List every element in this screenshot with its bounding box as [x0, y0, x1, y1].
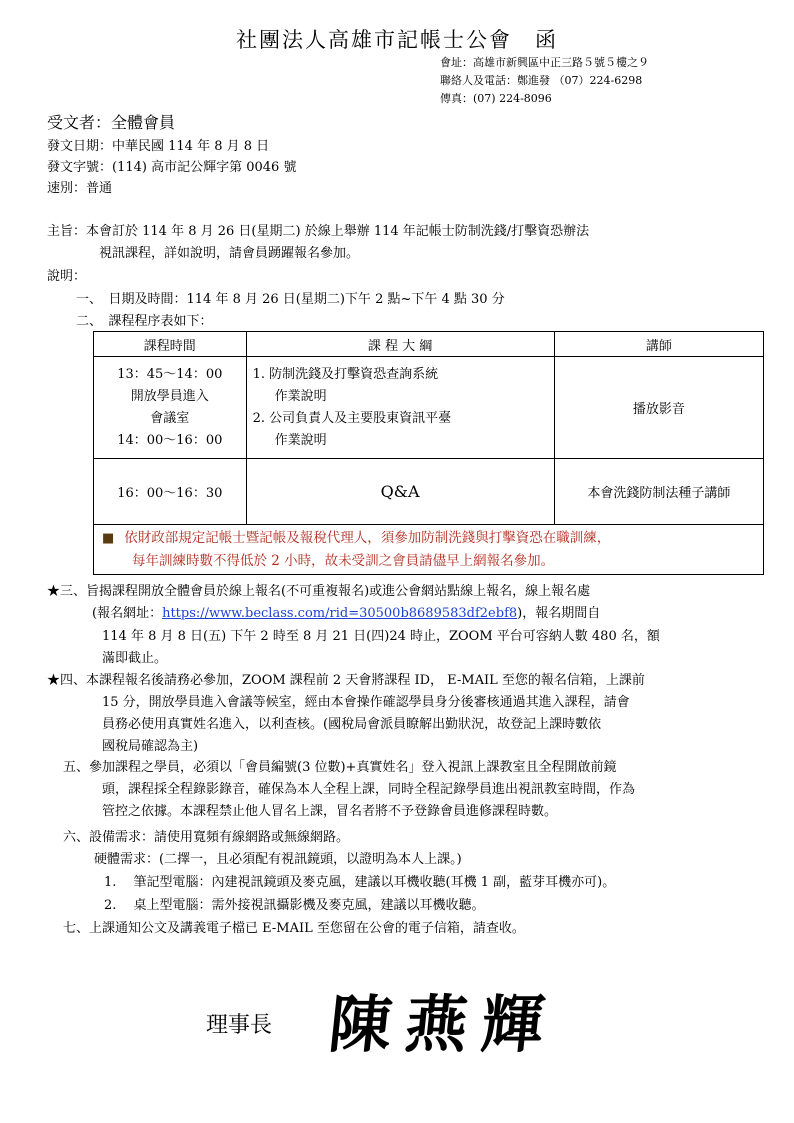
- training-notice: [94, 525, 764, 575]
- document-number: 發文字號：(114) 高市記公輝字第 0046 號: [47, 160, 297, 175]
- fax-number: 傳真：(07) 224-8096: [440, 92, 552, 105]
- chairman-signature: 陳燕輝: [325, 988, 562, 1061]
- header-time: 課程時間: [94, 332, 247, 357]
- item6-line-2: 硬體需求：(二擇一，且必須配有視訊鏡頭，以證明為本人上課。): [94, 852, 462, 867]
- delivery-speed: 速別：普通: [47, 181, 113, 196]
- subject-line-1: 主旨：本會訂於 114 年 8 月 26 日(星期二) 於線上舉辦 114 年記帳士防制洗錢/打擊資恐辦法: [47, 224, 590, 239]
- letter-title: 社團法人高雄市記帳士公會 函: [236, 28, 558, 52]
- recipient: 受文者：全體會員: [47, 113, 176, 132]
- row2-speaker: 本會洗錢防制法種子講師: [554, 459, 763, 525]
- item3-line-1: ★三、旨揭課程開放全體會員於線上報名(不可重複報名)或進公會網站點線上報名，線上報名處: [47, 584, 591, 599]
- table-row: [94, 459, 764, 525]
- outline-item-1-cont: 作業說明: [274, 388, 327, 404]
- item3-url-prefix: (報名網址：: [92, 606, 163, 621]
- row2-outline: Q&A: [246, 459, 554, 525]
- item4-line-3: 員務必使用真實姓名進入，以利查核。(國稅局會派員瞭解出勤狀況，故登記上課時數依: [102, 717, 602, 732]
- item5-line-2: 頭，課程採全程錄影錄音，確保為本人全程上課，同時全程記錄學員進出視訊教室時間，作為: [102, 782, 636, 797]
- header-speaker: 講師: [554, 332, 763, 357]
- row1-time: [94, 357, 247, 459]
- registration-link[interactable]: https://www.beclass.com/rid=30500b8689583df2ebf8: [162, 606, 518, 621]
- header-outline: 課 程 大 綱: [246, 332, 554, 357]
- row1-time-line: 會議室: [150, 410, 190, 426]
- item3-line-4: 滿即截止。: [102, 651, 168, 666]
- item5-line-3: 管控之依據。本課程禁止他人冒名上課，冒名者將不予登錄會員進修課程時數。: [102, 804, 558, 819]
- notice-line-1: 依財政部規定記帳士暨記帳及報稅代理人，須參加防制洗錢與打擊資恐在職訓練，: [124, 530, 611, 546]
- row1-time-line: 開放學員進入: [130, 388, 209, 404]
- issue-date: 發文日期：中華民國 114 年 8 月 8 日: [47, 139, 270, 154]
- row1-time-line: 14：00～16：00: [117, 432, 223, 448]
- item4-line-1: ★四、本課程報名後請務必參加，ZOOM 課程前 2 天會將課程 ID， E-MAIL 至您的報名信箱，上課前: [47, 673, 645, 688]
- explain-label: 說明：: [47, 269, 87, 284]
- item6-line-4: 2. 桌上型電腦：需外接視訊攝影機及麥克風，建議以耳機收聽。: [104, 898, 485, 913]
- association-address: 會址：高雄市新興區中正三路５號５樓之９: [440, 56, 649, 69]
- notice-bullet-icon: ■: [102, 531, 115, 546]
- row2-time: 16：00～16：30: [94, 459, 247, 525]
- item3-line-3: 114 年 8 月 8 日(五) 下午 2 時至 8 月 21 日(四)24 時止，ZOOM 平台可容納人數 480 名，額: [102, 629, 660, 644]
- item5-line-1: 五、參加課程之學員，必須以「會員編號(3 位數)+真實姓名」登入視訊上課教室且全程開啟前鏡: [63, 760, 617, 775]
- item7-line-1: 七、上課通知公文及講義電子檔已 E-MAIL 至您留在公會的電子信箱，請查收。: [63, 921, 525, 936]
- contact-info: 聯絡人及電話：鄭進發 （07）224-6298: [440, 74, 643, 87]
- signature-title: 理事長: [206, 1013, 273, 1038]
- explain-item-1: 一、 日期及時間：114 年 8 月 26 日(星期二)下午 2 點~下午 4 點 30 分: [76, 292, 505, 307]
- item6-line-1: 六、設備需求：請使用寬頻有線網路或無線網路。: [63, 830, 350, 845]
- item3-url-suffix: )，報名期間自: [517, 606, 601, 621]
- outline-item-2-cont: 作業說明: [274, 432, 327, 448]
- item4-line-2: 15 分，開放學員進入會議等候室，經由本會操作確認學員身分後審核通過其進入課程，請會: [102, 695, 630, 710]
- table-row: [94, 357, 764, 459]
- schedule-table: [93, 331, 764, 575]
- outline-item-2: 2. 公司負責人及主要股東資訊平臺: [252, 410, 452, 426]
- subject-line-2: 視訊課程，詳如說明，請會員踴躍報名參加。: [99, 246, 360, 261]
- row1-time-line: 13：45～14：00: [117, 366, 223, 382]
- outline-item-1: 1. 防制洗錢及打擊資恐查詢系統: [252, 366, 439, 382]
- explain-item-2: 二、 課程程序表如下：: [76, 314, 213, 329]
- item6-line-3: 1. 筆記型電腦：內建視訊鏡頭及麥克風，建議以耳機收聽(耳機 1 副，藍芽耳機亦可)。: [104, 875, 616, 890]
- item4-line-4: 國稅局確認為主): [102, 739, 199, 754]
- notice-line-2: 每年訓練時數不得低於 2 小時，故未受訓之會員請儘早上網報名參加。: [132, 553, 555, 569]
- row1-speaker: 播放影音: [554, 357, 763, 459]
- row1-outline: [246, 357, 554, 459]
- item3-line-2: [92, 602, 600, 621]
